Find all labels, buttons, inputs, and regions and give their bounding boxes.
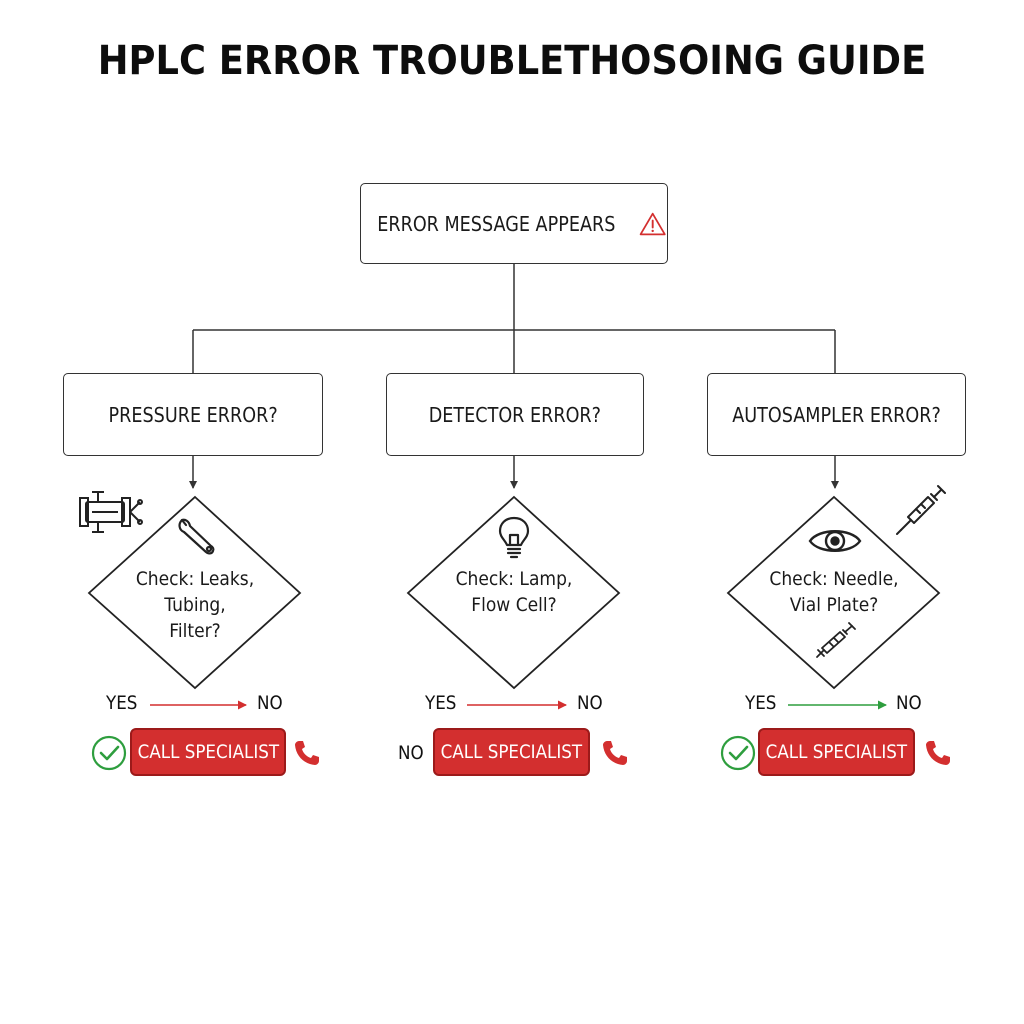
decision-text-2	[424, 566, 604, 618]
lightbulb-icon	[497, 515, 531, 561]
decision-line: Filter?	[169, 620, 221, 642]
decision-text-3	[744, 566, 924, 618]
call-specialist-label: CALL SPECIALIST	[765, 741, 908, 763]
check-circle-icon	[91, 735, 127, 771]
yes-label: YES	[106, 692, 138, 714]
syringe-icon	[814, 620, 856, 660]
page-title: HPLC ERROR TROUBLETHOSOING GUIDE	[97, 38, 927, 84]
phone-icon[interactable]	[923, 738, 953, 768]
question-node-autosampler	[707, 373, 966, 456]
call-specialist-label: CALL SPECIALIST	[137, 741, 279, 763]
syringe-icon	[896, 481, 946, 535]
no-label: NO	[577, 692, 603, 714]
question-label: PRESSURE ERROR?	[108, 402, 278, 427]
eye-icon	[807, 523, 863, 559]
root-node-label: ERROR MESSAGE APPEARS	[377, 211, 616, 236]
question-node-detector	[386, 373, 644, 456]
decision-line: Check: Lamp,	[455, 568, 573, 590]
no-label: NO	[896, 692, 922, 714]
warning-triangle-icon	[638, 209, 667, 239]
phone-icon[interactable]	[600, 738, 630, 768]
decision-line: Check: Leaks,	[135, 568, 255, 590]
wrench-icon	[176, 516, 218, 558]
question-node-pressure	[63, 373, 323, 456]
check-circle-icon	[720, 735, 756, 771]
yes-label: YES	[745, 692, 777, 714]
decision-line: Vial Plate?	[789, 594, 879, 616]
decision-line: Flow Cell?	[471, 594, 557, 616]
decision-text-1	[105, 566, 285, 644]
question-label: DETECTOR ERROR?	[428, 402, 602, 427]
question-label: AUTOSAMPLER ERROR?	[732, 402, 941, 427]
no-label: NO	[257, 692, 283, 714]
decision-line: Tubing,	[164, 594, 226, 616]
call-specialist-label: CALL SPECIALIST	[440, 741, 583, 763]
no-marker-label: NO	[398, 742, 424, 764]
call-specialist-button[interactable]	[433, 728, 590, 776]
pump-icon	[78, 488, 144, 536]
yes-label: YES	[425, 692, 457, 714]
decision-line: Check: Needle,	[769, 568, 899, 590]
call-specialist-button[interactable]	[130, 728, 286, 776]
root-node-error-message	[360, 183, 668, 264]
phone-icon[interactable]	[292, 738, 322, 768]
call-specialist-button[interactable]	[758, 728, 915, 776]
